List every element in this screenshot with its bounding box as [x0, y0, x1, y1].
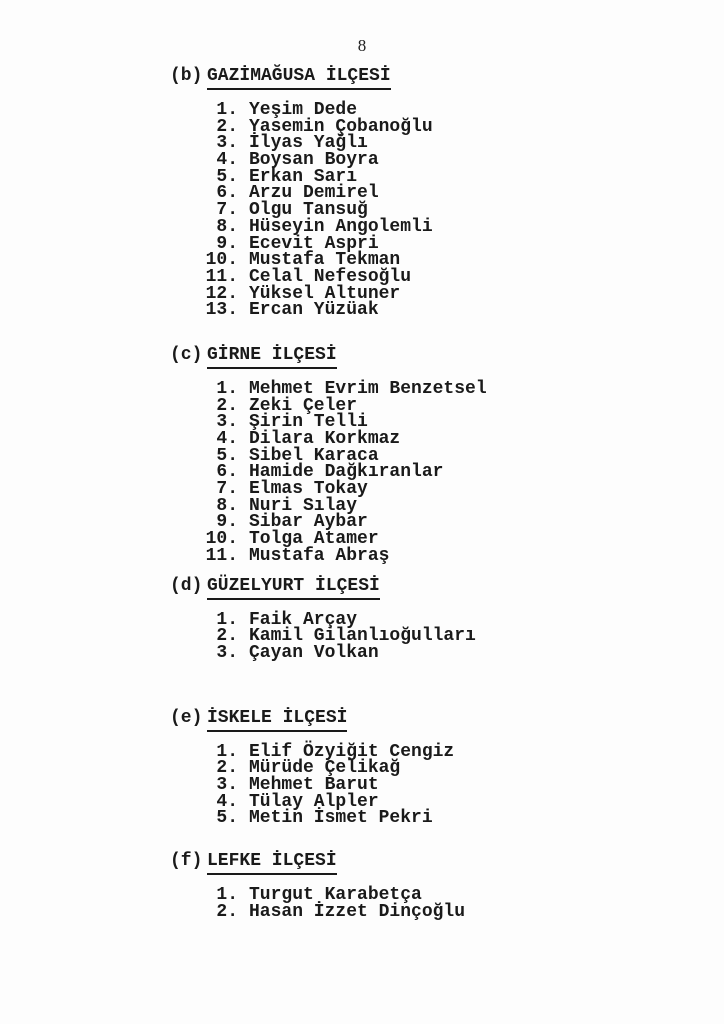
item-number: 2.: [216, 116, 238, 137]
item-name: Turgut Karabetça: [249, 885, 422, 905]
name-list: [0, 609, 724, 663]
page-number: 8: [357, 36, 367, 55]
name-list: [0, 378, 724, 566]
item-number: 3.: [216, 133, 238, 154]
item-number: 1.: [216, 378, 238, 399]
item-number: 2.: [216, 758, 238, 779]
section-letter: (f): [170, 851, 203, 871]
district-section: [0, 707, 724, 829]
list-item: [0, 545, 724, 566]
item-name: Hasan İzzet Dinçoğlu: [249, 901, 466, 922]
item-number: 5.: [216, 808, 238, 829]
item-name: Elmas Tokay: [249, 479, 368, 500]
item-name: Faik Arçay: [249, 609, 358, 630]
item-number: 6.: [216, 183, 238, 204]
item-name: Mustafa Tekman: [249, 250, 401, 271]
item-number: 3.: [216, 642, 238, 663]
item-number: 4.: [216, 429, 238, 449]
section-header: [0, 575, 724, 596]
item-number: 2.: [216, 626, 238, 647]
item-name: Zeki Çeler: [249, 395, 358, 416]
list-item: [0, 481, 724, 498]
item-number: 10.: [205, 529, 238, 550]
item-name: Tülay Alpler: [249, 791, 379, 812]
section-title: GİRNE İLÇESİ: [207, 345, 337, 369]
item-name: Nuri Sılay: [249, 495, 358, 516]
item-number: 1.: [216, 609, 238, 630]
section-header: [0, 344, 724, 365]
item-name: İlyas Yağlı: [249, 133, 368, 154]
item-number: 4.: [216, 791, 238, 812]
item-number: 10.: [205, 250, 238, 271]
section-title: LEFKE İLÇESİ: [207, 851, 337, 875]
item-number: 9.: [216, 233, 238, 254]
item-name: Hamide Dağkıranlar: [249, 462, 444, 483]
item-name: Mürüde Çelikağ: [249, 758, 401, 779]
item-name: Ecevit Aspri: [249, 233, 379, 254]
item-name: Yeşim Dede: [249, 100, 358, 120]
item-number: 11.: [205, 266, 238, 287]
item-number: 1.: [216, 100, 238, 120]
item-name: Boysan Boyra: [249, 150, 379, 171]
list-item: [0, 302, 724, 319]
section-header: [0, 853, 724, 870]
item-name: Hüseyin Angolemli: [249, 216, 433, 237]
section-title: GÜZELYURT İLÇESİ: [207, 576, 380, 600]
item-name: Yasemin Çobanoğlu: [249, 116, 433, 137]
item-name: Mehmet Evrim Benzetsel: [249, 378, 487, 399]
item-number: 4.: [216, 150, 238, 171]
item-number: 8.: [216, 495, 238, 516]
item-number: 7.: [216, 200, 238, 221]
item-name: Tolga Atamer: [249, 529, 379, 550]
item-name: Metin İsmet Pekri: [249, 808, 433, 829]
item-name: Olgu Tansuğ: [249, 200, 368, 221]
item-name: Elif Özyiğit Cengiz: [249, 741, 455, 762]
item-number: 1.: [216, 885, 238, 905]
district-sections: [0, 68, 724, 920]
section-letter: (e): [170, 707, 203, 728]
section-letter: (d): [170, 575, 203, 596]
item-name: Arzu Demirel: [249, 183, 379, 204]
item-name: Sibel Karaca: [249, 445, 379, 466]
list-item: [0, 152, 724, 169]
list-item: [0, 378, 724, 399]
item-number: 3.: [216, 412, 238, 433]
item-number: 12.: [205, 283, 238, 304]
name-list: [0, 102, 724, 319]
item-number: 3.: [216, 774, 238, 795]
item-number: 11.: [205, 545, 238, 566]
list-item: [0, 642, 724, 663]
item-name: Yüksel Altuner: [249, 283, 401, 304]
item-number: 8.: [216, 216, 238, 237]
item-name: Şirin Telli: [249, 412, 368, 433]
item-name: Dilara Korkmaz: [249, 429, 401, 449]
district-section: [0, 853, 724, 920]
item-number: 13.: [205, 300, 238, 321]
list-item: [0, 901, 724, 922]
item-number: 1.: [216, 741, 238, 762]
item-name: Mustafa Abraş: [249, 545, 390, 566]
item-number: 9.: [216, 512, 238, 533]
item-name: Mehmet Barut: [249, 774, 379, 795]
section-letter: (b): [170, 66, 203, 86]
section-letter: (c): [170, 344, 203, 365]
list-item: [0, 810, 724, 827]
district-section: [0, 68, 724, 319]
section-header: [0, 707, 724, 728]
name-list: [0, 741, 724, 829]
district-section: [0, 575, 724, 663]
item-name: Ercan Yüzüak: [249, 300, 379, 321]
item-number: 5.: [216, 166, 238, 187]
section-title: İSKELE İLÇESİ: [207, 708, 347, 732]
item-number: 5.: [216, 445, 238, 466]
item-name: Erkan Sarı: [249, 166, 358, 187]
item-number: 2.: [216, 901, 238, 922]
item-name: Çayan Volkan: [249, 642, 379, 663]
item-name: Kamil Gilanlıoğulları: [249, 626, 476, 647]
section-title: GAZİMAĞUSA İLÇESİ: [207, 66, 391, 90]
section-header: [0, 68, 724, 85]
district-section: [0, 344, 724, 566]
name-list: [0, 887, 724, 920]
item-number: 2.: [216, 395, 238, 416]
item-number: 7.: [216, 479, 238, 500]
item-name: Celal Nefesoğlu: [249, 266, 412, 287]
item-name: Sibar Aybar: [249, 512, 368, 533]
item-number: 6.: [216, 462, 238, 483]
